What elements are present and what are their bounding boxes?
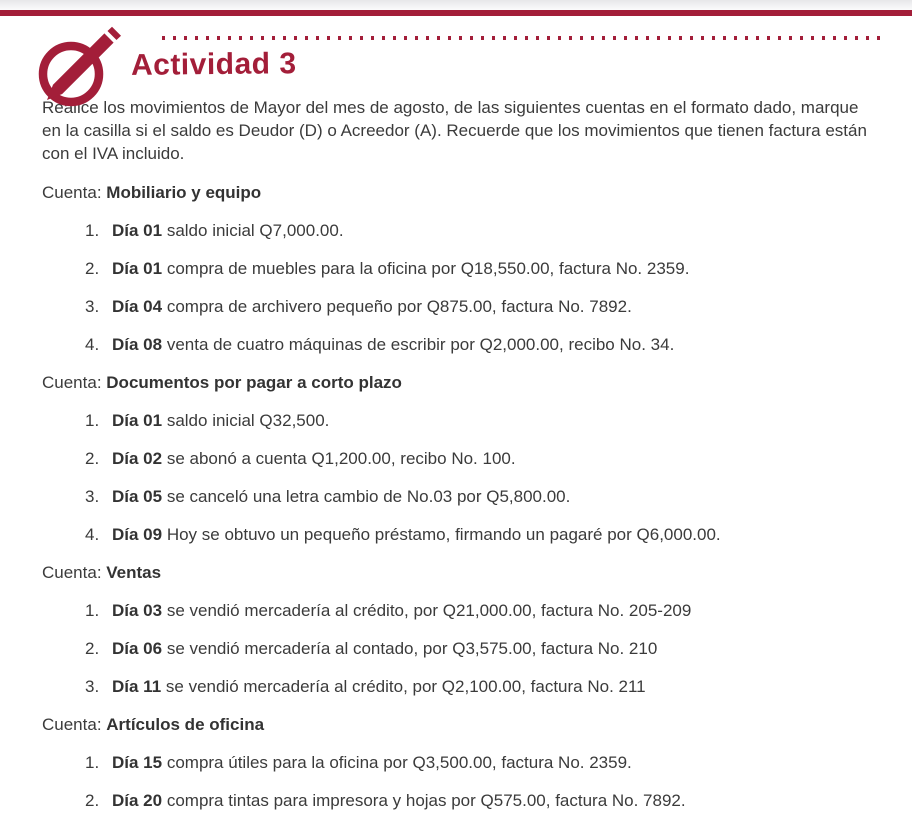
item-number: 3. [85,677,100,696]
list-item [85,297,882,317]
list-item [85,677,882,697]
list-item [85,221,882,241]
intro-paragraph: Realice los movimientos de Mayor del mes de agosto, de las siguientes cuentas en el formato dado, marque en la casilla si el saldo es Deudor (D) o Acreedor (A). Recuerde que los movimientos que tienen factura están con el IVA incluido. [42,98,867,163]
item-day: Día 20 [112,791,163,810]
account-name: Artículos de oficina [106,715,265,734]
item-text: compra tintas para impresora y hojas por Q575.00, factura No. 7892. [166,791,686,810]
item-body [112,791,686,811]
item-number: 2. [85,259,100,278]
list-item [85,259,882,279]
item-day: Día 01 [112,411,163,430]
activity-content [0,96,912,811]
item-text: se vendió mercadería al crédito, por Q21,000.00, factura No. 205-209 [166,601,692,620]
item-text: se canceló una letra cambio de No.03 por Q5,800.00. [166,487,571,506]
item-number: 2. [85,449,100,468]
item-number: 2. [85,791,100,810]
account-section-articulos [42,715,882,811]
item-text: compra de muebles para la oficina por Q18,550.00, factura No. 2359. [166,259,690,278]
item-day: Día 11 [112,677,162,696]
item-body [112,335,674,355]
item-day: Día 01 [112,221,163,240]
item-number: 1. [85,753,100,772]
item-text: venta de cuatro máquinas de escribir por Q2,000.00, recibo No. 34. [166,335,675,354]
account-name: Ventas [106,563,162,582]
account-name: Mobiliario y equipo [106,183,262,202]
item-text: saldo inicial Q7,000.00. [166,221,344,240]
account-heading [42,563,882,583]
activity-header [0,16,912,94]
item-text: se vendió mercadería al crédito, por Q2,100.00, factura No. 211 [165,677,646,696]
list-item [85,601,882,621]
account-section-documentos [42,373,882,545]
list-item [85,639,882,659]
item-day: Día 03 [112,601,163,620]
item-body [112,259,689,279]
page-top-shadow [0,0,912,10]
item-text: compra de archivero pequeño por Q875.00, factura No. 7892. [166,297,632,316]
item-body [112,487,570,507]
list-item [85,449,882,469]
list-item [85,753,882,773]
item-body [112,639,657,659]
item-day: Día 15 [112,753,163,772]
account-heading [42,373,882,393]
item-number: 2. [85,639,100,658]
item-text: compra útiles para la oficina por Q3,500.00, factura No. 2359. [166,753,632,772]
list-item [85,411,882,431]
item-number: 1. [85,411,100,430]
item-number: 3. [85,487,100,506]
cuenta-label: Cuenta: [42,183,102,202]
cuenta-label: Cuenta: [42,715,102,734]
item-body [112,411,329,431]
item-body [112,601,691,621]
item-text: se vendió mercadería al contado, por Q3,575.00, factura No. 210 [166,639,658,658]
dotted-separator [162,36,886,40]
item-day: Día 01 [112,259,163,278]
account-heading [42,183,882,203]
item-day: Día 06 [112,639,163,658]
item-body [112,525,721,545]
list-item [85,335,882,355]
item-body [112,677,646,697]
item-day: Día 04 [112,297,163,316]
activity-title: Actividad 3 [130,47,297,82]
item-text: se abonó a cuenta Q1,200.00, recibo No. 100. [166,449,516,468]
item-body [112,753,632,773]
item-text: Hoy se obtuvo un pequeño préstamo, firmando un pagaré por Q6,000.00. [166,525,721,544]
list-item [85,525,882,545]
item-day: Día 08 [112,335,163,354]
item-number: 4. [85,525,100,544]
item-number: 4. [85,335,100,354]
item-day: Día 02 [112,449,163,468]
item-text: saldo inicial Q32,500. [166,411,330,430]
item-body [112,449,516,469]
item-body [112,297,632,317]
account-name: Documentos por pagar a corto plazo [106,373,402,392]
cuenta-label: Cuenta: [42,373,102,392]
account-section-mobiliario [42,183,882,355]
item-day: Día 05 [112,487,163,506]
item-day: Día 09 [112,525,163,544]
item-number: 3. [85,297,100,316]
item-body [112,221,344,241]
account-heading [42,715,882,735]
list-item [85,487,882,507]
cuenta-label: Cuenta: [42,563,102,582]
account-section-ventas [42,563,882,697]
list-item [85,791,882,811]
item-number: 1. [85,221,100,240]
item-number: 1. [85,601,100,620]
